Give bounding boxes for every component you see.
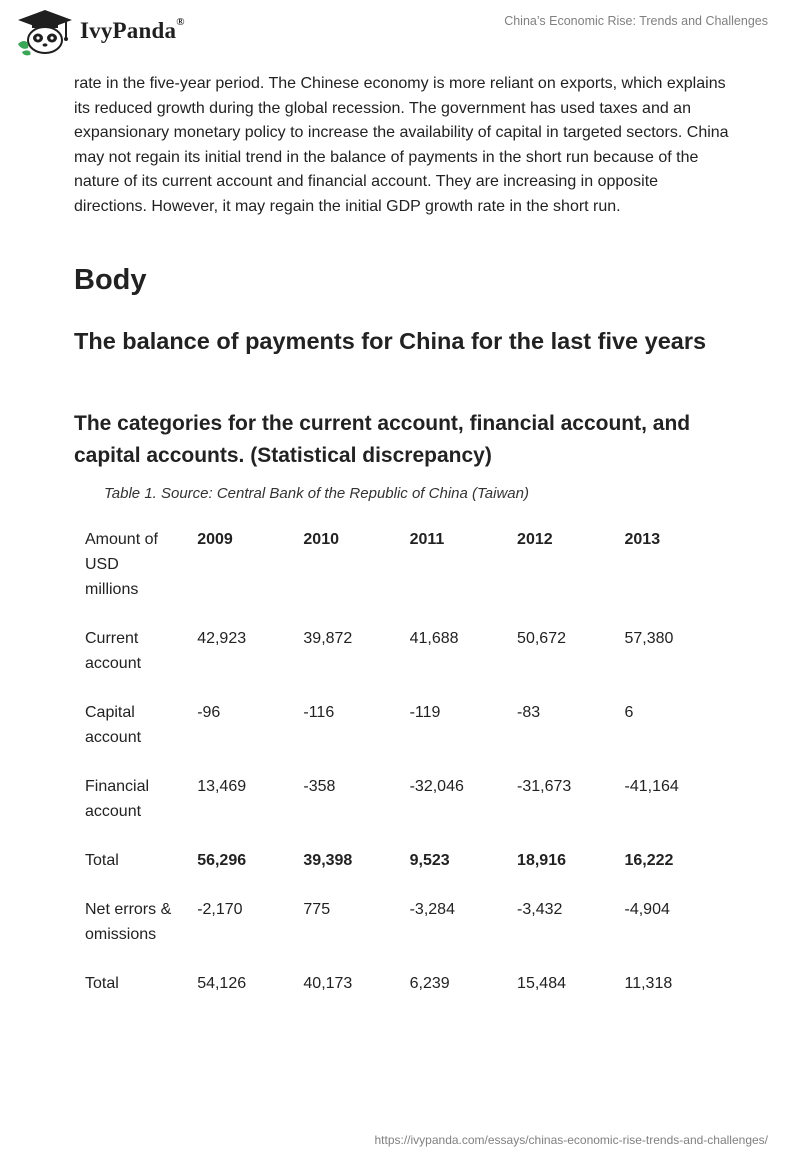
table-row-label: Current account [85, 630, 142, 672]
table-cell: -3,432 [517, 901, 563, 918]
table-cell: 57,380 [624, 630, 674, 647]
table-cell: -83 [517, 704, 541, 721]
table-cell: 41,688 [409, 630, 459, 647]
table-cell: 6,239 [409, 975, 450, 992]
table-cell: 16,222 [624, 852, 674, 869]
table-row-label: Net errors & omissions [85, 901, 172, 943]
table-cell: 39,398 [303, 852, 353, 869]
table-cell: -358 [303, 778, 336, 795]
brand-name[interactable]: IvyPanda® [80, 16, 185, 43]
table-row-label: Total [85, 852, 119, 869]
table-cell: 39,872 [303, 630, 353, 647]
subsection-heading: The balance of payments for China for the last five years [74, 328, 707, 354]
table-cell: 56,296 [197, 852, 247, 869]
table-row-label: Total [85, 975, 119, 992]
table-row-label: Financial account [85, 778, 150, 820]
table-cell: 9,523 [409, 852, 450, 869]
table-cell: 11,318 [624, 975, 673, 992]
table-caption: Table 1. Source: Central Bank of the Republic of China (Taiwan) [104, 485, 529, 502]
table-row [74, 887, 720, 961]
table-header-cell: Amount of USD millions [85, 531, 158, 598]
intro-paragraph: rate in the five-year period. The Chinese economy is more reliant on exports, which explains its reduced growth during the global recession. The government has used taxes and an expansionary monetary policy to increase the availability of capital in targeted sectors. China may not regain its initial trend in the balance of payments in the short run because of the nature of its current account and financial account. They are increasing in opposite directions. However, it may regain the initial GDP growth rate in the short run. [74, 75, 729, 215]
table-row [74, 764, 720, 838]
table-header-cell: 2013 [624, 531, 661, 548]
table-cell: 15,484 [517, 975, 566, 992]
table-total-row [74, 838, 720, 887]
table-cell: -96 [197, 704, 221, 721]
table-cell: 40,173 [303, 975, 353, 992]
table-header-cell: 2012 [517, 531, 553, 548]
page-header [0, 0, 800, 70]
table-cell: 42,923 [197, 630, 247, 647]
table-cell: 13,469 [197, 778, 247, 795]
table-cell: 50,672 [517, 630, 566, 647]
table-row-label: Capital account [85, 704, 142, 746]
section-heading-body: Body [74, 264, 147, 296]
panda-logo-icon[interactable] [14, 8, 76, 56]
table-header-cell: 2011 [409, 531, 445, 548]
table-cell: 18,916 [517, 852, 566, 869]
table-cell: -2,170 [197, 901, 243, 918]
article-content [74, 72, 734, 467]
table-row [74, 690, 720, 764]
table-cell: -116 [303, 704, 335, 721]
table-cell: -3,284 [409, 901, 455, 918]
table-row [74, 616, 720, 690]
table-cell: -31,673 [517, 778, 572, 795]
table-cell: -32,046 [409, 778, 464, 795]
table-cell: 54,126 [197, 975, 247, 992]
table-cell: -4,904 [624, 901, 670, 918]
table-cell: 775 [303, 901, 331, 918]
table-cell: -119 [409, 704, 441, 721]
table-header-row [74, 517, 720, 616]
table-cell: 6 [624, 704, 634, 721]
table-row [74, 961, 720, 1010]
table-cell: -41,164 [624, 778, 679, 795]
balance-of-payments-table [74, 517, 720, 1010]
table-header-cell: 2010 [303, 531, 339, 548]
document-title: China’s Economic Rise: Trends and Challenges [504, 14, 768, 28]
source-url-link[interactable]: https://ivypanda.com/essays/chinas-economic-rise-trends-and-challenges/ [374, 1133, 768, 1147]
table-header-cell: 2009 [197, 531, 233, 548]
sub-subsection-heading: The categories for the current account, financial account, and capital accounts. (Statistical discrepancy) [74, 412, 691, 467]
